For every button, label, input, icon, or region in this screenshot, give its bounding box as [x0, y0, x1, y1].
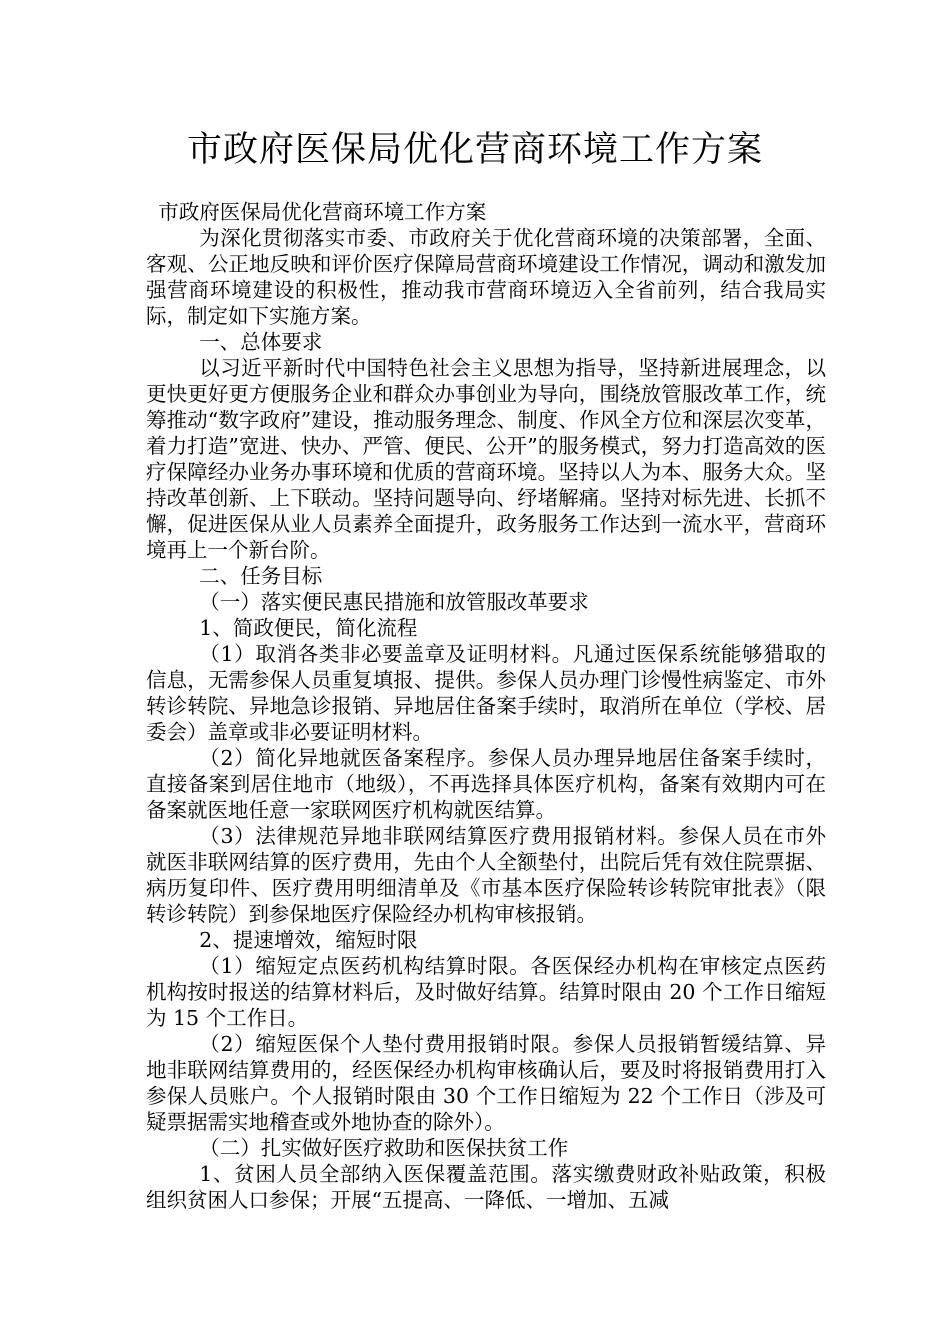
- body-subtitle: 市政府医保局优化营商环境工作方案: [158, 200, 487, 224]
- paragraph-simplify-filing: （2）简化异地就医备案程序。参保人员办理异地居住备案手续时，直接备案到居住地市（地级），不再选择具体医疗机构，备案有效期内可在备案就医地任意一家联网医疗机构就医结算。: [146, 746, 826, 822]
- section-heading-task-goals: 二、任务目标: [199, 564, 323, 588]
- page-title: 市政府医保局优化营商环境工作方案: [186, 130, 763, 170]
- document-body: [146, 199, 826, 1213]
- intro-paragraph: 为深化贯彻落实市委、市政府关于优化营商环境的决策部署，全面、客观、公正地反映和评价医疗保障局营商环境建设工作情况，调动和激发加强营商环境建设的积极性，推动我市营商环境迈入全省前列，结合我局实际，制定如下实施方案。: [146, 226, 826, 328]
- item-heading-simplify-process: 1、简政便民，简化流程: [199, 616, 418, 640]
- paragraph-settlement-time: （1）缩短定点医药机构结算时限。各医保经办机构在审核定点医药机构按时报送的结算材料后，及时做好结算。结算时限由 20 个工作日缩短为 15 个工作日。: [146, 954, 826, 1030]
- subsection-heading-medical-aid: （二）扎实做好医疗救助和医保扶贫工作: [199, 1136, 569, 1160]
- paragraph-personal-reimbursement-time: （2）缩短医保个人垫付费用报销时限。参保人员报销暂缓结算、异地非联网结算费用的，经医保经办机构审核确认后，要及时将报销费用打入参保人员账户。个人报销时限由 30 个工作日缩短为 22 个工作日（涉及可疑票据需实地稽查或外地协查的除外）。: [146, 1032, 826, 1134]
- general-requirements-paragraph: 以习近平新时代中国特色社会主义思想为指导，坚持新进展理念，以更快更好更方便服务企业和群众办事创业为导向，围绕放管服改革工作，统筹推动“数字政府”建设，推动服务理念、制度、作风全方位和深层次变革，着力打造”宽进、快办、严管、便民、公开”的服务模式，努力打造高效的医疗保障经办业务办事环境和优质的营商环境。坚持以人为本、服务大众。坚持改革创新、上下联动。坚持问题导向、纾堵解痛。坚持对标先进、长抓不懈，促进医保从业人员素养全面提升，政务服务工作达到一流水平，营商环境再上一个新台阶。: [146, 356, 826, 562]
- paragraph-cancel-stamps: （1）取消各类非必要盖章及证明材料。凡通过医保系统能够猎取的信息，无需参保人员重复填报、提供。参保人员办理门诊慢性病鉴定、市外转诊转院、异地急诊报销、异地居住备案手续时，取消所在单位（学校、居委会）盖章或非必要证明材料。: [146, 642, 826, 744]
- paragraph-poverty-coverage: 1、贫困人员全部纳入医保覆盖范围。落实缴费财政补贴政策，积极组织贫困人口参保；开展“五提高、一降低、一增加、五减: [146, 1162, 826, 1212]
- subsection-heading-convenience-reform: （一）落实便民惠民措施和放管服改革要求: [199, 590, 589, 614]
- paragraph-reimbursement-materials: （3）法律规范异地非联网结算医疗费用报销材料。参保人员在市外就医非联网结算的医疗费用，先由个人全额垫付，出院后凭有效住院票据、病历复印件、医疗费用明细清单及《市基本医疗保险转诊转院审批表》（限转诊转院）到参保地医疗保险经办机构审核报销。: [146, 824, 826, 926]
- section-heading-general-requirements: 一、总体要求: [199, 330, 323, 354]
- item-heading-shorten-time: 2、提速增效，缩短时限: [199, 928, 418, 952]
